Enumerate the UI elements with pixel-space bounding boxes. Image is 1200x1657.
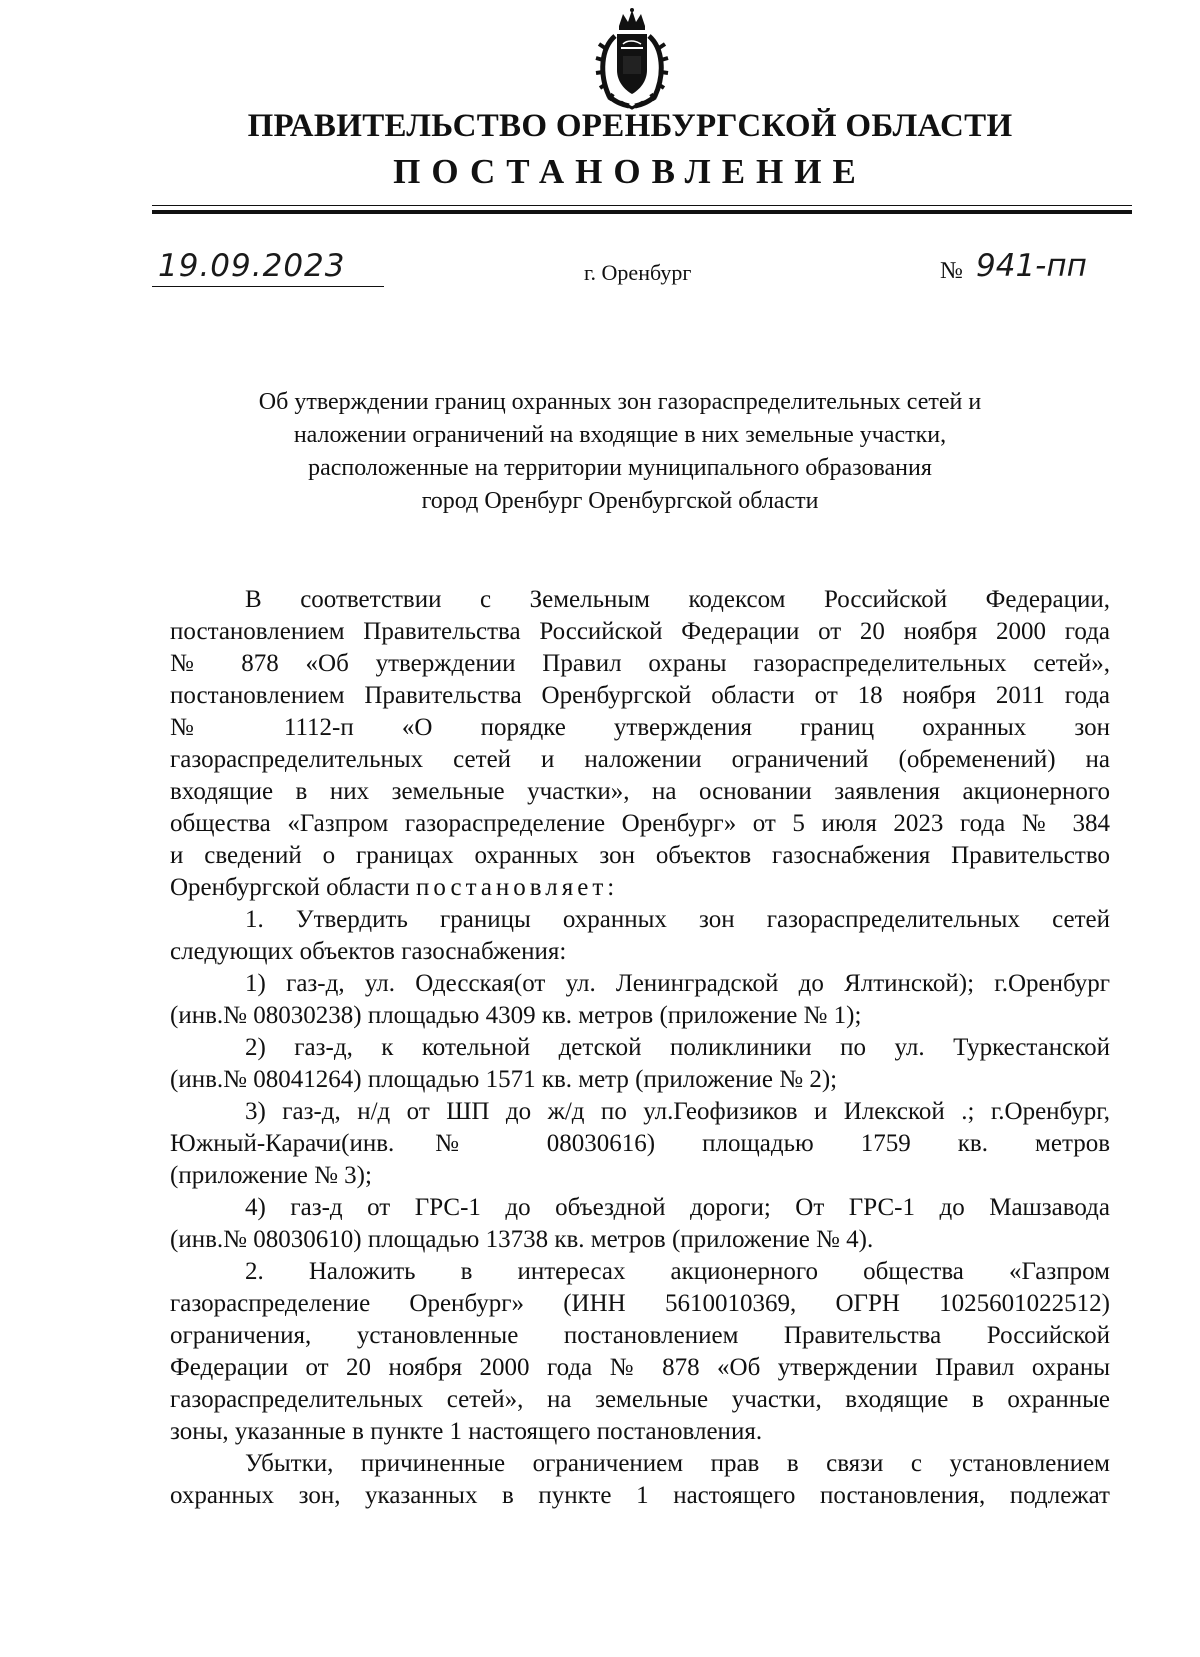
body-line: 1. Утвердить границы охранных зон газораспределительных сетей: [245, 906, 1110, 933]
header-divider-thick: [152, 210, 1132, 214]
heading-line: Об утверждении границ охранных зон газораспределительных сетей и: [258, 389, 982, 415]
body-line: газораспределительных сетей и наложении ограничений (обременений) на: [170, 746, 1110, 773]
body-line-text: Оренбургской области: [170, 874, 410, 901]
body-line: Южный-Карачи(инв.№ 08030616) площадью 1759 кв. метров: [170, 1130, 1110, 1157]
body-line: и сведений о границах охранных зон объектов газоснабжения Правительство: [170, 842, 1110, 869]
body-line: (инв.№ 08041264) площадью 1571 кв. метр (приложение № 2);: [170, 1066, 838, 1093]
body-line: Убытки, причиненные ограничением прав в связи с установлением: [245, 1450, 1110, 1477]
body-line: (инв.№ 08030238) площадью 4309 кв. метров (приложение № 1);: [170, 1002, 862, 1029]
decree-word: постановляет:: [415, 874, 619, 901]
body-line: Федерации от 20 ноября 2000 года № 878 «Об утверждении Правил охраны: [170, 1354, 1110, 1381]
document-date: 19.09.2023: [158, 248, 346, 284]
header-divider-thin: [152, 205, 1132, 206]
heading-line: расположенные на территории муниципального образования: [308, 455, 932, 481]
body-line: постановлением Правительства Российской Федерации от 20 ноября 2000 года: [170, 618, 1110, 645]
body-line: зоны, указанные в пункте 1 настоящего постановления.: [170, 1418, 763, 1445]
body-line: постановлением Правительства Оренбургской области от 18 ноября 2011 года: [170, 682, 1110, 709]
body-line: охранных зон, указанных в пункте 1 настоящего постановления, подлежат: [170, 1482, 1110, 1509]
body-line: ограничения, установленные постановлением Правительства Российской: [170, 1322, 1110, 1349]
body-line: № 1112-п «О порядке утверждения границ охранных зон: [170, 714, 1110, 741]
body-line: 1) газ-д, ул. Одесская(от ул. Ленинградской до Ялтинской); г.Оренбург: [245, 970, 1110, 997]
document-number: 941-пп: [976, 248, 1087, 284]
body-line: газораспределительных сетей», на земельные участки, входящие в охранные: [170, 1386, 1110, 1413]
document-city: г. Оренбург: [584, 260, 692, 285]
heading-line: наложении ограничений на входящие в них земельные участки,: [293, 422, 947, 448]
body-line: (приложение № 3);: [170, 1162, 372, 1189]
body-line: следующих объектов газоснабжения:: [170, 938, 567, 965]
document-type: ПОСТАНОВЛЕНИЕ: [393, 152, 867, 191]
heading-line: город Оренбург Оренбургской области: [421, 488, 819, 514]
body-line: В соответствии с Земельным кодексом Российской Федерации,: [245, 586, 1110, 613]
date-field: [152, 248, 384, 287]
body-line: 3) газ-д, н/д от ШП до ж/д по ул.Геофизиков и Илекской .; г.Оренбург,: [245, 1098, 1110, 1125]
body-line: газораспределение Оренбург» (ИНН 5610010369, ОГРН 1025601022512): [170, 1290, 1110, 1317]
body-line: входящие в них земельные участки», на основании заявления акционерного: [170, 778, 1110, 805]
coat-of-arms-icon: [595, 8, 669, 110]
body-line: 4) газ-д от ГРС-1 до объездной дороги; От ГРС-1 до Машзавода: [245, 1194, 1110, 1221]
body-line: 2. Наложить в интересах акционерного общества «Газпром: [245, 1258, 1110, 1285]
number-label: №: [940, 258, 963, 284]
government-name: ПРАВИТЕЛЬСТВО ОРЕНБУРГСКОЙ ОБЛАСТИ: [247, 108, 1013, 144]
body-line: 2) газ-д, к котельной детской поликлиники по ул. Туркестанской: [245, 1034, 1110, 1061]
body-line: общества «Газпром газораспределение Оренбург» от 5 июля 2023 года № 384: [170, 810, 1110, 837]
document-heading: [160, 386, 1080, 518]
document-body: [170, 584, 1110, 1512]
body-line: [170, 872, 1110, 904]
body-line: (инв.№ 08030610) площадью 13738 кв. метров (приложение № 4).: [170, 1226, 874, 1253]
body-line: № 878 «Об утверждении Правил охраны газораспределительных сетей»,: [170, 650, 1110, 677]
